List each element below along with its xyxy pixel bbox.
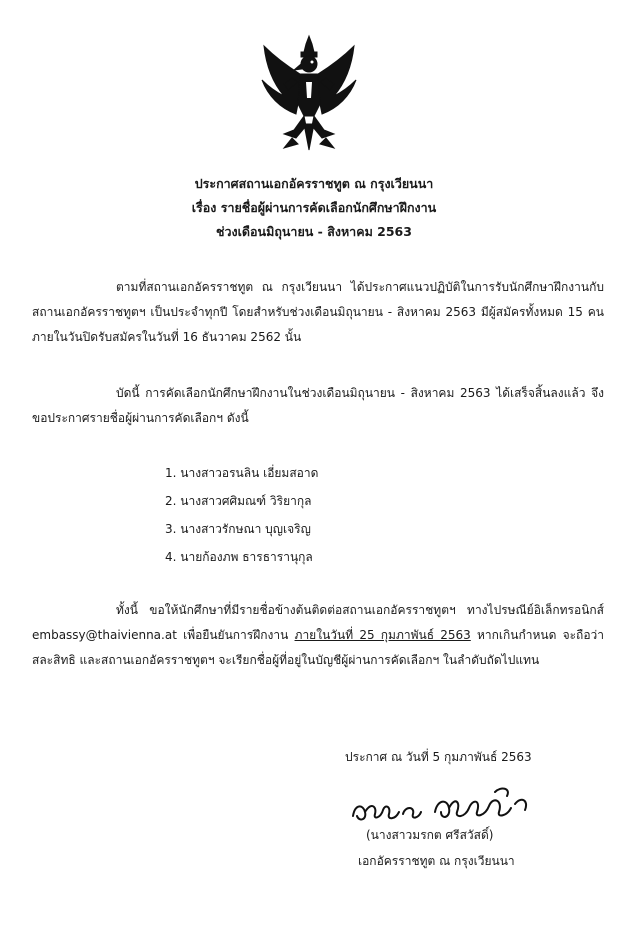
paragraph-2-text: บัดนี้ การคัดเลือกนักศึกษาฝึกงานในช่วงเดือนมิถุนายน - สิงหาคม 2563 ได้เสร็จสิ้นลงแล้ว จึงขอประกาศรายชื่อผู้ผ่านการคัดเลือกฯ ดังนี้ xyxy=(32,386,604,425)
deadline-text: ภายในวันที่ 25 กุมภาพันธ์ 2563 xyxy=(294,628,471,642)
paragraph-3-text: ทั้งนี้ ขอให้นักศึกษาที่มีรายชื่อข้างต้นติดต่อสถานเอกอัครราชทูตฯ ทางไปรษณีย์อิเล็กทรอนิกส์ embassy@thaivienna.at เพื่อยืนยันการฝึกงาน xyxy=(32,603,604,642)
paragraph-3-text-end: หากเกินกำหนด จะถือว่าสละสิทธิ และสถานเอกอัครราชทูตฯ จะเรียกชื่อผู้ที่อยู่ในบัญชีผู้ผ่านการคัดเลือกฯ ในลำดับถัดไปแทน xyxy=(32,628,605,667)
list-item: 1. นางสาวอรนลิน เอี่ยมสอาด xyxy=(165,466,319,480)
signature-text: มรกต ศรีสวัสดิ์ xyxy=(345,828,352,829)
list-item: 2. นางสาวศศิมณฑ์ วิริยากุล xyxy=(165,494,312,508)
paragraph-1 xyxy=(32,275,604,350)
announcement-heading xyxy=(0,172,628,244)
signature xyxy=(345,782,545,830)
signer-name: (นางสาวมรกต ศรีสวัสดิ์) xyxy=(366,828,494,842)
paragraph-1-text: ตามที่สถานเอกอัครราชทูต ณ กรุงเวียนนา ได้ประกาศแนวปฏิบัติในการรับนักศึกษาฝึกงานกับสถานเอกอัครราชทูตฯ เป็นประจำทุกปี โดยสำหรับช่วงเดือนมิถุนายน - สิงหาคม 2563 มีผู้สมัครทั้งหมด 15 คน ภายในวันปิดรับสมัครในวันที่ 16 ธันวาคม 2562 นั้น xyxy=(32,280,604,344)
list-item: 4. นายก้องภพ ธารธารานุกุล xyxy=(165,550,313,564)
heading-line-2: เรื่อง รายชื่อผู้ผ่านการคัดเลือกนักศึกษาฝึกงาน xyxy=(191,200,437,215)
list-item: 3. นางสาวรักษณา บุญเจริญ xyxy=(165,522,311,536)
signer-title: เอกอัครราชทูต ณ กรุงเวียนนา xyxy=(358,854,515,868)
announcement-date: ประกาศ ณ วันที่ 5 กุมภาพันธ์ 2563 xyxy=(345,750,532,764)
heading-line-1: ประกาศสถานเอกอัครราชทูต ณ กรุงเวียนนา xyxy=(194,176,434,191)
heading-line-3: ช่วงเดือนมิถุนายน - สิงหาคม 2563 xyxy=(216,224,412,239)
paragraph-2 xyxy=(32,381,604,431)
paragraph-3 xyxy=(32,598,604,673)
selected-names-list xyxy=(165,459,318,571)
garuda-emblem-icon xyxy=(254,34,364,154)
